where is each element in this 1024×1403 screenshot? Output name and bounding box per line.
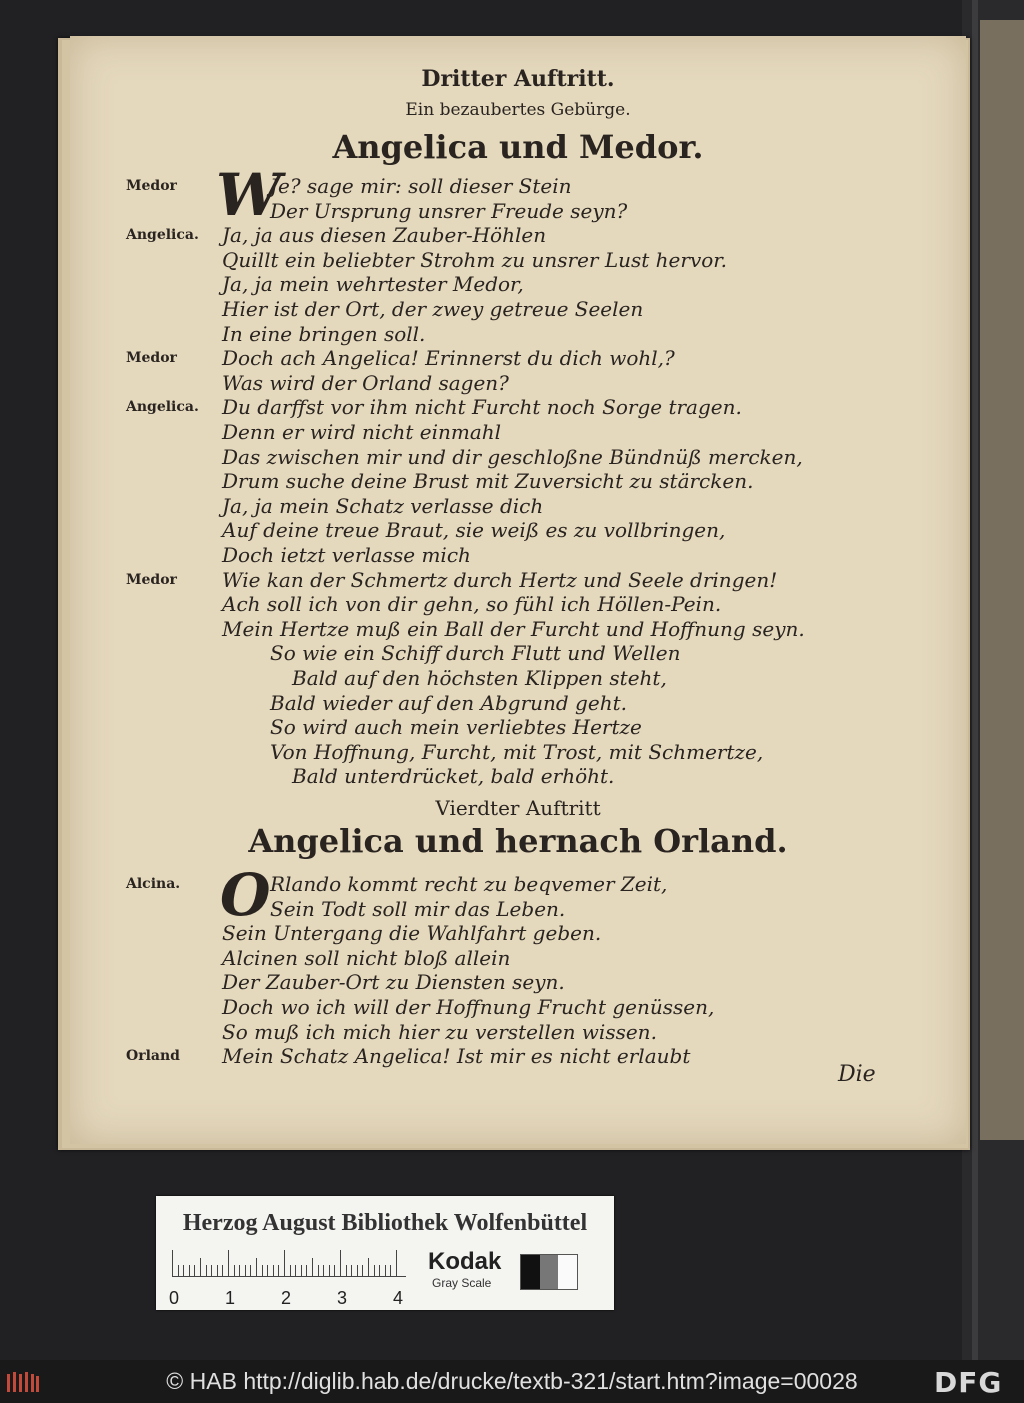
kodak-brand: Kodak — [428, 1248, 502, 1275]
verse-line: Quillt ein beliebter Strohm zu unsrer Lust hervor. — [222, 247, 728, 272]
verse-line: Ja, ja aus diesen Zauber-Höhlen — [222, 223, 547, 248]
ruler-tick — [256, 1258, 257, 1276]
ruler-tick — [290, 1265, 291, 1276]
ruler-tick — [323, 1265, 324, 1276]
swatch-white — [558, 1255, 577, 1289]
ruler-tick — [284, 1250, 285, 1276]
ruler-tick — [206, 1265, 207, 1276]
verse-line: Das zwischen mir und dir geschloßne Bündnüß mercken, — [222, 444, 803, 469]
ruler-tick — [368, 1258, 369, 1276]
ruler-tick — [239, 1265, 240, 1276]
adjacent-page — [980, 20, 1024, 1140]
kodak-subtitle: Gray Scale — [432, 1276, 492, 1290]
verse-line: Sein Todt soll mir das Leben. — [270, 896, 566, 921]
drop-cap: W — [216, 161, 282, 229]
scale-number: 2 — [281, 1288, 292, 1308]
dfg-logo: DFG — [934, 1366, 1003, 1399]
gray-swatches — [520, 1254, 578, 1290]
ruler-tick — [189, 1265, 190, 1276]
ruler-tick — [396, 1250, 397, 1276]
verse-line: Mein Hertze muß ein Ball der Furcht und Hoffnung seyn. — [222, 616, 805, 641]
ruler-tick — [362, 1265, 363, 1276]
ruler-tick — [306, 1265, 307, 1276]
scale-number: 0 — [169, 1288, 180, 1308]
verse-line: Je? sage mir: soll dieser Stein — [270, 174, 572, 198]
library-name: Herzog August Bibliothek Wolfenbüttel — [182, 1210, 588, 1236]
verse-line: So muß ich mich hier zu verstellen wissen. — [222, 1019, 657, 1044]
scale-ruler — [172, 1250, 406, 1277]
speaker-label: Medor — [126, 571, 177, 588]
verse-line: Ach soll ich von dir gehn, so fühl ich Höllen-Pein. — [222, 592, 722, 617]
swatch-gray — [540, 1255, 559, 1289]
speaker-label: Orland — [126, 1048, 180, 1065]
verse-line: Wie kan der Schmertz durch Hertz und Seele dringen! — [222, 567, 778, 592]
ruler-tick — [234, 1265, 235, 1276]
characters-heading: Angelica und Medor. — [332, 128, 704, 166]
ruler-tick — [357, 1265, 358, 1276]
verse-line: Hier ist der Ort, der zwey getreue Seelen — [222, 297, 644, 321]
scale-number: 4 — [393, 1288, 404, 1308]
verse-line: Der Zauber-Ort zu Diensten seyn. — [222, 970, 565, 995]
ruler-tick — [267, 1265, 268, 1276]
verse-line: So wird auch mein verliebtes Hertze — [270, 715, 642, 740]
scene2-heading: Vierdter Auftritt — [435, 796, 601, 820]
verse-line: So wie ein Schiff durch Flutt und Wellen — [270, 641, 681, 666]
library-color-card — [156, 1196, 614, 1310]
verse-line: Doch ach Angelica! Erinnerst du dich wohl,? — [222, 346, 675, 371]
ruler-tick — [301, 1265, 302, 1276]
ruler-tick — [200, 1258, 201, 1276]
speaker-label: Medor — [126, 350, 177, 367]
ruler-tick — [351, 1265, 352, 1276]
verse-line: Was wird der Orland sagen? — [222, 370, 509, 395]
ruler-tick — [390, 1265, 391, 1276]
scene2-characters: Angelica und hernach Orland. — [248, 822, 788, 860]
ruler-tick — [312, 1258, 313, 1276]
book-page — [70, 36, 966, 1144]
speaker-label: Alcina. — [126, 876, 181, 892]
verse-line: In eine bringen soll. — [222, 321, 426, 346]
verse-line: Alcinen soll nicht bloß allein — [222, 945, 511, 970]
ruler-tick — [183, 1265, 184, 1276]
verse-line: Sein Untergang die Wahlfahrt geben. — [222, 921, 602, 946]
catchword: Die — [838, 1062, 876, 1087]
ruler-tick — [245, 1265, 246, 1276]
ruler-tick — [374, 1265, 375, 1276]
adjacent-page-edge — [962, 0, 1024, 1360]
verse-line: Drum suche deine Brust mit Zuversicht zu stärcken. — [222, 469, 754, 494]
swatch-black — [521, 1255, 540, 1289]
ruler-tick — [250, 1265, 251, 1276]
speaker-label: Angelica. — [126, 399, 199, 416]
ruler-tick — [222, 1265, 223, 1276]
verse-line: Bald wieder auf den Abgrund geht. — [270, 690, 627, 715]
verse-line: Ja, ja mein Schatz verlasse dich — [222, 493, 544, 518]
ruler-tick — [379, 1265, 380, 1276]
speaker-label: Medor — [126, 178, 177, 194]
ruler-tick — [385, 1265, 386, 1276]
verse-line: Du darffst vor ihm nicht Furcht noch Sorge tragen. — [222, 395, 742, 420]
ruler-tick — [217, 1265, 218, 1276]
ruler-tick — [340, 1250, 341, 1276]
page-gutter — [972, 0, 978, 1360]
ruler-tick — [178, 1265, 179, 1276]
ruler-tick — [194, 1265, 195, 1276]
ruler-tick — [295, 1265, 296, 1276]
scale-number: 3 — [337, 1288, 348, 1308]
footer-bar — [0, 1360, 1024, 1403]
verse-line: Von Hoffnung, Furcht, mit Trost, mit Schmertze, — [270, 739, 764, 764]
verse-line: Ja, ja mein wehrtester Medor, — [222, 272, 524, 297]
verse-line: Rlando kommt recht zu beqvemer Zeit, — [270, 872, 668, 896]
verse-line: Auf deine treue Braut, sie weiß es zu vollbringen, — [222, 518, 726, 543]
scene-location: Ein bezaubertes Gebürge. — [405, 100, 631, 120]
ruler-tick — [273, 1265, 274, 1276]
ruler-tick — [228, 1250, 229, 1276]
verse-line: Bald unterdrücket, bald erhöht. — [292, 764, 615, 789]
verse-line: Doch ietzt verlasse mich — [222, 543, 471, 567]
ruler-tick — [172, 1250, 173, 1276]
verse-line: Der Ursprung unsrer Freude seyn? — [270, 198, 628, 223]
verse-line: Mein Schatz Angelica! Ist mir es nicht erlaubt — [222, 1044, 691, 1069]
ruler-tick — [334, 1265, 335, 1276]
scale-number: 1 — [225, 1288, 236, 1308]
ruler-tick — [346, 1265, 347, 1276]
ruler-tick — [278, 1265, 279, 1276]
drop-cap-2: O — [220, 861, 271, 929]
footer-credit: © HAB http://diglib.hab.de/drucke/textb-321/start.htm?image=00028 — [166, 1368, 858, 1394]
verse-line: Denn er wird nicht einmahl — [222, 420, 502, 444]
ruler-tick — [318, 1265, 319, 1276]
ruler-tick — [329, 1265, 330, 1276]
verse-line: Bald auf den höchsten Klippen steht, — [292, 666, 667, 690]
ruler-tick — [211, 1265, 212, 1276]
verse-line: Doch wo ich will der Hoffnung Frucht genüssen, — [222, 995, 715, 1019]
speaker-label: Angelica. — [126, 227, 199, 244]
ruler-tick — [262, 1265, 263, 1276]
scene-heading: Dritter Auftritt. — [421, 66, 615, 92]
